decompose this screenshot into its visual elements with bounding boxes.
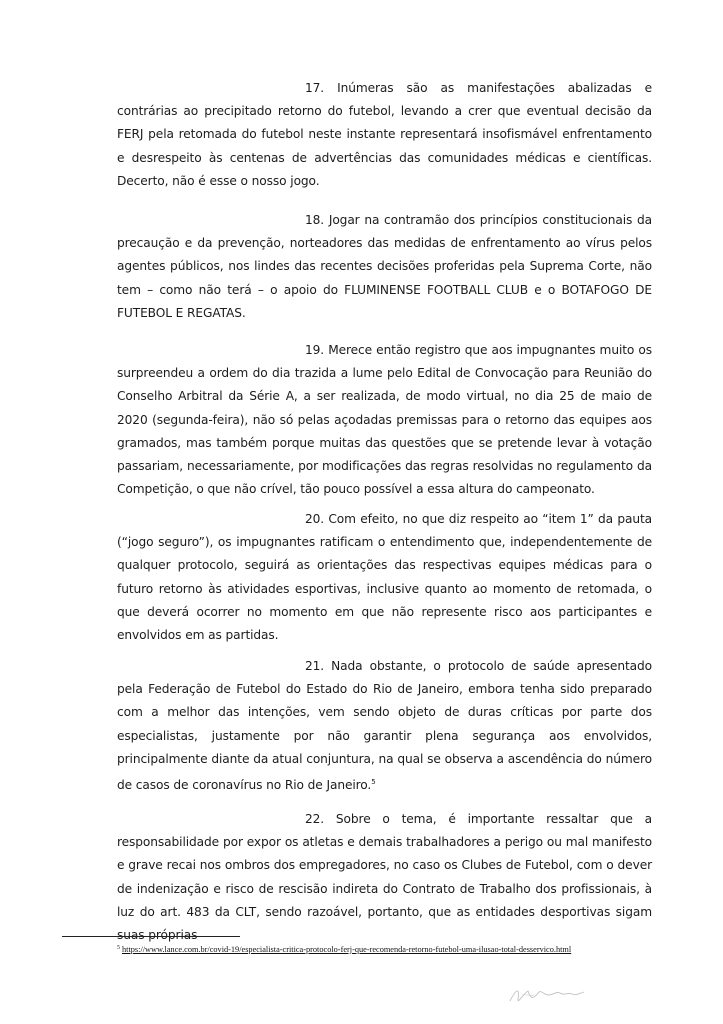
paragraph-21 — [117, 655, 652, 797]
paragraph-number: 21. — [305, 659, 325, 673]
paragraph-number: 20. — [305, 512, 325, 526]
paragraph-number: 17. — [305, 81, 325, 95]
paragraph-text: Jogar na contramão dos princípios constitucionais da precaução e da prevenção, norteadores das medidas de enfrentamento ao vírus pelos agentes públicos, nos lindes das recentes decisões proferidas pela Suprema Corte, não tem – como não terá – o apoio do FLUMINENSE FOOTBALL CLUB e o BOTAFOGO DE FUTEBOL E REGATAS. — [117, 213, 652, 320]
signature-mark — [508, 983, 586, 1007]
paragraph-19 — [117, 339, 652, 501]
paragraph-text: Merece então registro que aos impugnantes muito os surpreendeu a ordem do dia trazida a lume pelo Edital de Convocação para Reunião do Conselho Arbitral da Série A, a ser realizada, de modo virtual, no dia 25 de maio de 2020 (segunda-feira), não só pelas açodadas premissas para o retorno das equipes aos gramados, mas também porque muitas das questões que se pretende levar à votação passariam, necessariamente, por modificações das regras resolvidas no regulamento da Competição, o que não crível, tão pouco possível a essa altura do campeonato. — [117, 343, 652, 497]
paragraph-number: 18. — [305, 213, 325, 227]
footnote-reference[interactable]: 5 — [371, 778, 376, 787]
paragraph-18 — [117, 209, 652, 325]
footnote-link[interactable]: https://www.lance.com.br/covid-19/especialista-critica-protocolo-ferj-que-recomenda-retorno-futebol-uma-ilusao-total-desservico.html — [122, 945, 572, 954]
footnote-separator — [62, 936, 240, 937]
paragraph-text: Com efeito, no que diz respeito ao “item 1” da pauta (“jogo seguro”), os impugnantes ratificam o entendimento que, independentemente de qualquer protocolo, seguirá as orientações das respectivas equipes médicas para o futuro retorno às atividades esportivas, inclusive quanto ao momento de retomada, o que deverá ocorrer no momento em que não represente risco aos participantes e envolvidos em as partidas. — [117, 512, 652, 643]
paragraph-number: 22. — [305, 812, 325, 826]
footnote — [117, 943, 677, 955]
paragraph-number: 19. — [305, 343, 325, 357]
paragraph-17 — [117, 77, 652, 193]
paragraph-20 — [117, 508, 652, 647]
paragraph-text: Nada obstante, o protocolo de saúde apresentado pela Federação de Futebol do Estado do Rio de Janeiro, embora tenha sido preparado com a melhor das intenções, vem sendo objeto de duras críticas por parte dos especialistas, justamente por não garantir plena segurança aos envolvidos, principalmente diante da atual conjuntura, na qual se observa a ascendência do número de casos de coronavírus no Rio de Janeiro. — [117, 659, 652, 793]
paragraph-text: Sobre o tema, é importante ressaltar que a responsabilidade por expor os atletas e demais trabalhadores a perigo ou mal manifesto e grave recai nos ombros dos empregadores, no caso os Clubes de Futebol, com o dever de indenização e risco de rescisão indireta do Contrato de Trabalho dos profissionais, à luz do art. 483 da CLT, sendo razoável, portanto, que as entidades desportivas sigam suas próprias — [117, 812, 652, 943]
paragraph-22 — [117, 808, 652, 947]
paragraph-text: Inúmeras são as manifestações abalizadas e contrárias ao precipitado retorno do futebol, levando a crer que eventual decisão da FERJ pela retomada do futebol neste instante representará insofismável enfrentamento e desrespeito às centenas de advertências das comunidades médicas e científicas. Decerto, não é esse o nosso jogo. — [117, 81, 652, 188]
footnote-marker: 5 — [117, 945, 120, 951]
